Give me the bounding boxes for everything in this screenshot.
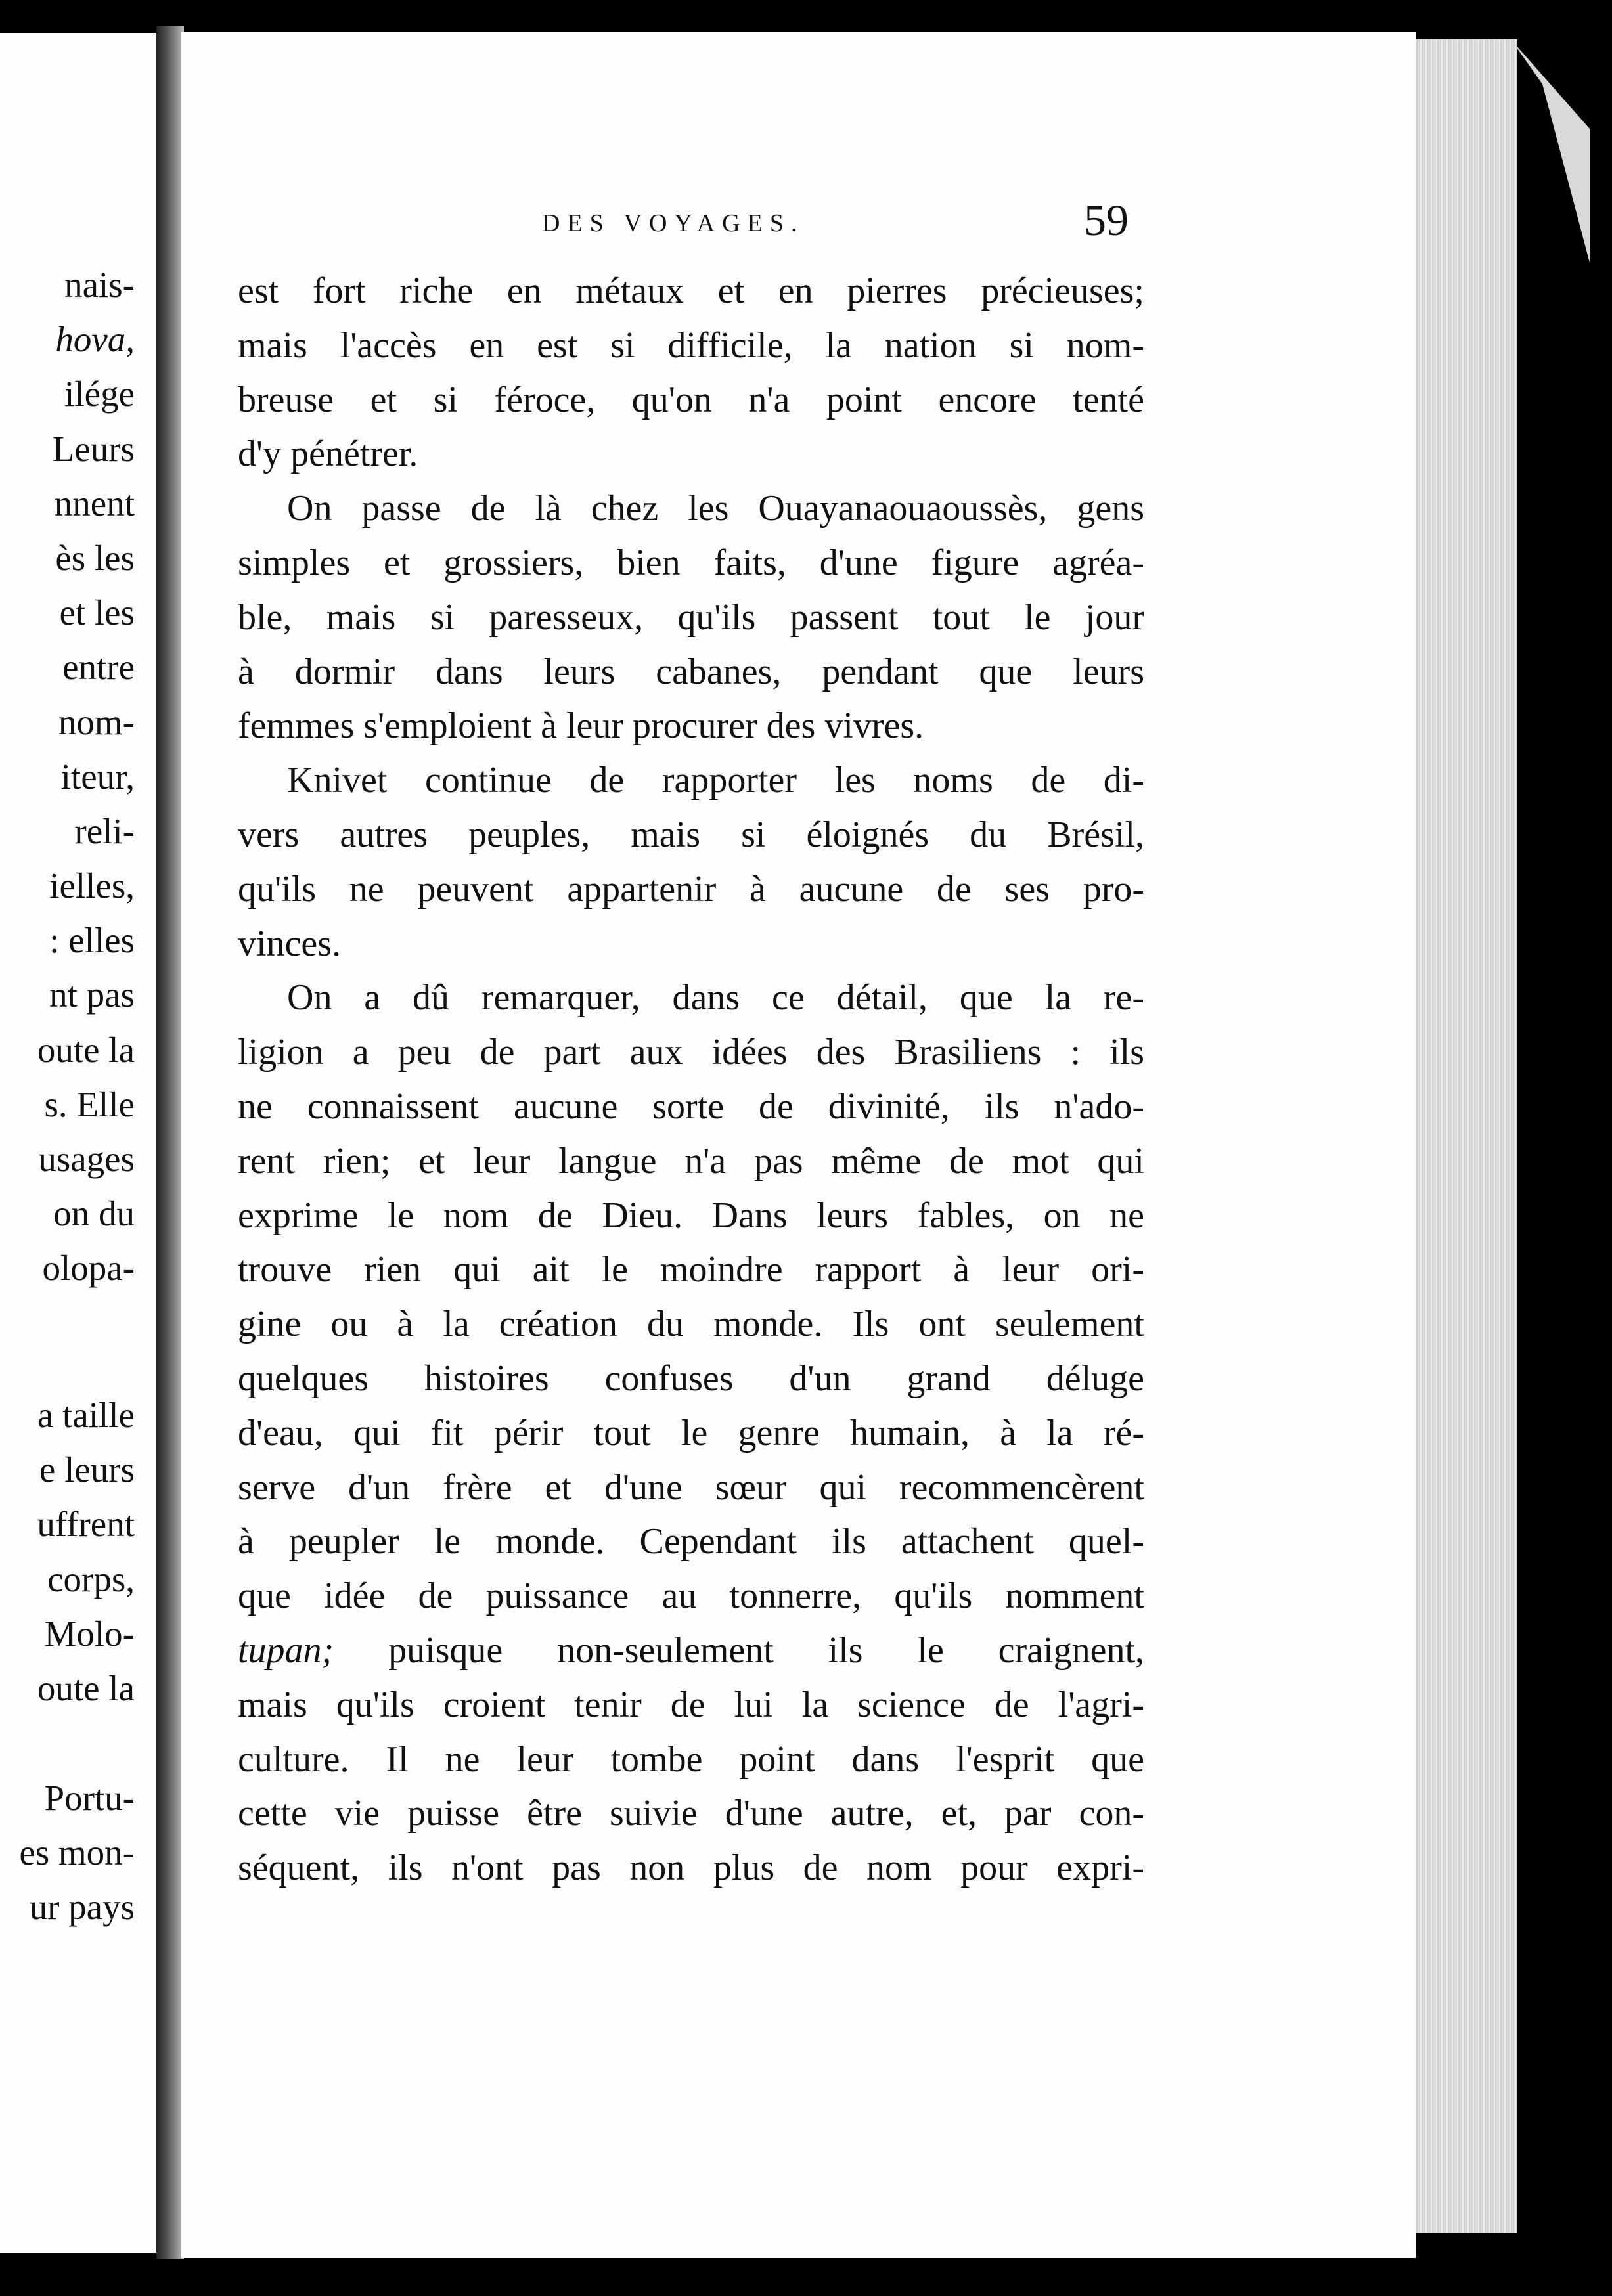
left-page-text-top: [37, 257, 135, 1296]
text-line: qu'ils ne peuvent appartenir à aucune de ses pro-: [238, 868, 1144, 910]
left-fragment: a taille: [37, 1395, 135, 1435]
text-line: est fort riche en métaux et en pierres précieuses;: [238, 271, 1144, 311]
text-line: mais qu'ils croient tenir de lui la science de l'agri-: [238, 1684, 1144, 1725]
left-fragment: nais-: [64, 265, 135, 305]
left-fragment: Molo-: [44, 1613, 135, 1654]
left-fragment: reli-: [74, 810, 135, 851]
left-fragment: : elles: [49, 920, 135, 961]
italic-word: tupan;: [238, 1629, 334, 1671]
left-fragment: entre: [62, 647, 135, 688]
text-line: mais l'accès en est si difficile, la nation si nom-: [238, 324, 1144, 366]
left-fragment: olopa-: [42, 1248, 135, 1289]
left-fragment: es mon-: [19, 1832, 135, 1873]
left-fragment: s. Elle: [44, 1084, 135, 1124]
text-line-rest: puisque non-seulement ils le craignent,: [334, 1629, 1144, 1671]
text-line: serve d'un frère et d'une sœur qui recommencèrent: [238, 1467, 1144, 1508]
text-line: trouve rien qui ait le moindre rapport à leur ori-: [238, 1249, 1144, 1291]
text-line: à peupler le monde. Cependant ils attachent quel-: [238, 1521, 1144, 1562]
text-line: ne connaissent aucune sorte de divinité, ils n'ado-: [238, 1086, 1144, 1127]
text-line: Knivet continue de rapporter les noms de di-: [287, 760, 1144, 801]
page-edges: [1412, 39, 1517, 2233]
left-fragment: ielles,: [49, 866, 135, 906]
text-line: vinces.: [238, 923, 342, 964]
left-fragment: oute la: [37, 1029, 135, 1070]
left-facing-page: [0, 33, 161, 2253]
left-fragment: hova,: [55, 319, 135, 360]
left-fragment: iteur,: [60, 756, 135, 797]
left-fragment: e leurs: [39, 1449, 135, 1490]
text-line: On passe de là chez les Ouayanaouaoussès, gens: [287, 488, 1144, 529]
left-fragment: Leurs: [52, 428, 135, 469]
text-line: breuse et si féroce, qu'on n'a point encore tenté: [238, 379, 1144, 420]
left-fragment: uffrent: [37, 1504, 135, 1545]
left-fragment: usages: [38, 1139, 135, 1179]
text-line: culture. Il ne leur tombe point dans l'esprit que: [238, 1738, 1144, 1780]
text-line: rent rien; et leur langue n'a pas même de mot qui: [238, 1140, 1144, 1181]
corner-fold: [1511, 39, 1590, 263]
text-line: gine ou à la création du monde. Ils ont seulement: [238, 1304, 1144, 1345]
text-line: d'eau, qui fit périr tout le genre humain, à la ré-: [238, 1412, 1144, 1453]
left-fragment: corps,: [47, 1558, 135, 1599]
text-line: vers autres peuples, mais si éloignés du Brésil,: [238, 814, 1144, 855]
left-page-text-mid: [37, 1388, 135, 1715]
text-line: On a dû remarquer, dans ce détail, que la re-: [287, 977, 1144, 1019]
left-fragment: ès les: [55, 537, 135, 578]
left-page-text-bottom: [19, 1771, 135, 1935]
text-line: séquent, ils n'ont pas non plus de nom pour expri-: [238, 1847, 1144, 1889]
text-line: que idée de puissance au tonnerre, qu'ils nomment: [238, 1576, 1144, 1617]
left-fragment: oute la: [37, 1668, 135, 1709]
left-fragment: et les: [59, 592, 135, 633]
left-fragment: nom-: [58, 701, 135, 742]
text-line-with-italic: [238, 1623, 1144, 1678]
text-line: cette vie puisse être suivie d'une autre, et, par con-: [238, 1793, 1144, 1834]
page-number: 59: [1084, 195, 1129, 245]
running-head: DES VOYAGES.: [542, 210, 805, 237]
text-line: d'y pénétrer.: [238, 433, 418, 475]
left-fragment: on du: [53, 1193, 135, 1234]
text-line: à dormir dans leurs cabanes, pendant que leurs: [238, 651, 1144, 692]
text-line: ligion a peu de part aux idées des Brasiliens : ils: [238, 1032, 1144, 1073]
text-line: quelques histoires confuses d'un grand déluge: [238, 1358, 1144, 1399]
text-line: exprime le nom de Dieu. Dans leurs fables, on ne: [238, 1195, 1144, 1236]
left-fragment: ilége: [64, 374, 135, 414]
left-fragment: ur pays: [29, 1887, 135, 1928]
book-gutter: [156, 26, 184, 2259]
text-line: ble, mais si paresseux, qu'ils passent tout le jour: [238, 596, 1144, 638]
left-fragment: nt pas: [49, 975, 135, 1015]
text-line: femmes s'emploient à leur procurer des vivres.: [238, 705, 924, 747]
left-fragment: nnent: [54, 483, 135, 523]
text-line: simples et grossiers, bien faits, d'une figure agréa-: [238, 542, 1144, 583]
body-text: [238, 264, 1144, 1895]
left-fragment: Portu-: [44, 1778, 135, 1818]
